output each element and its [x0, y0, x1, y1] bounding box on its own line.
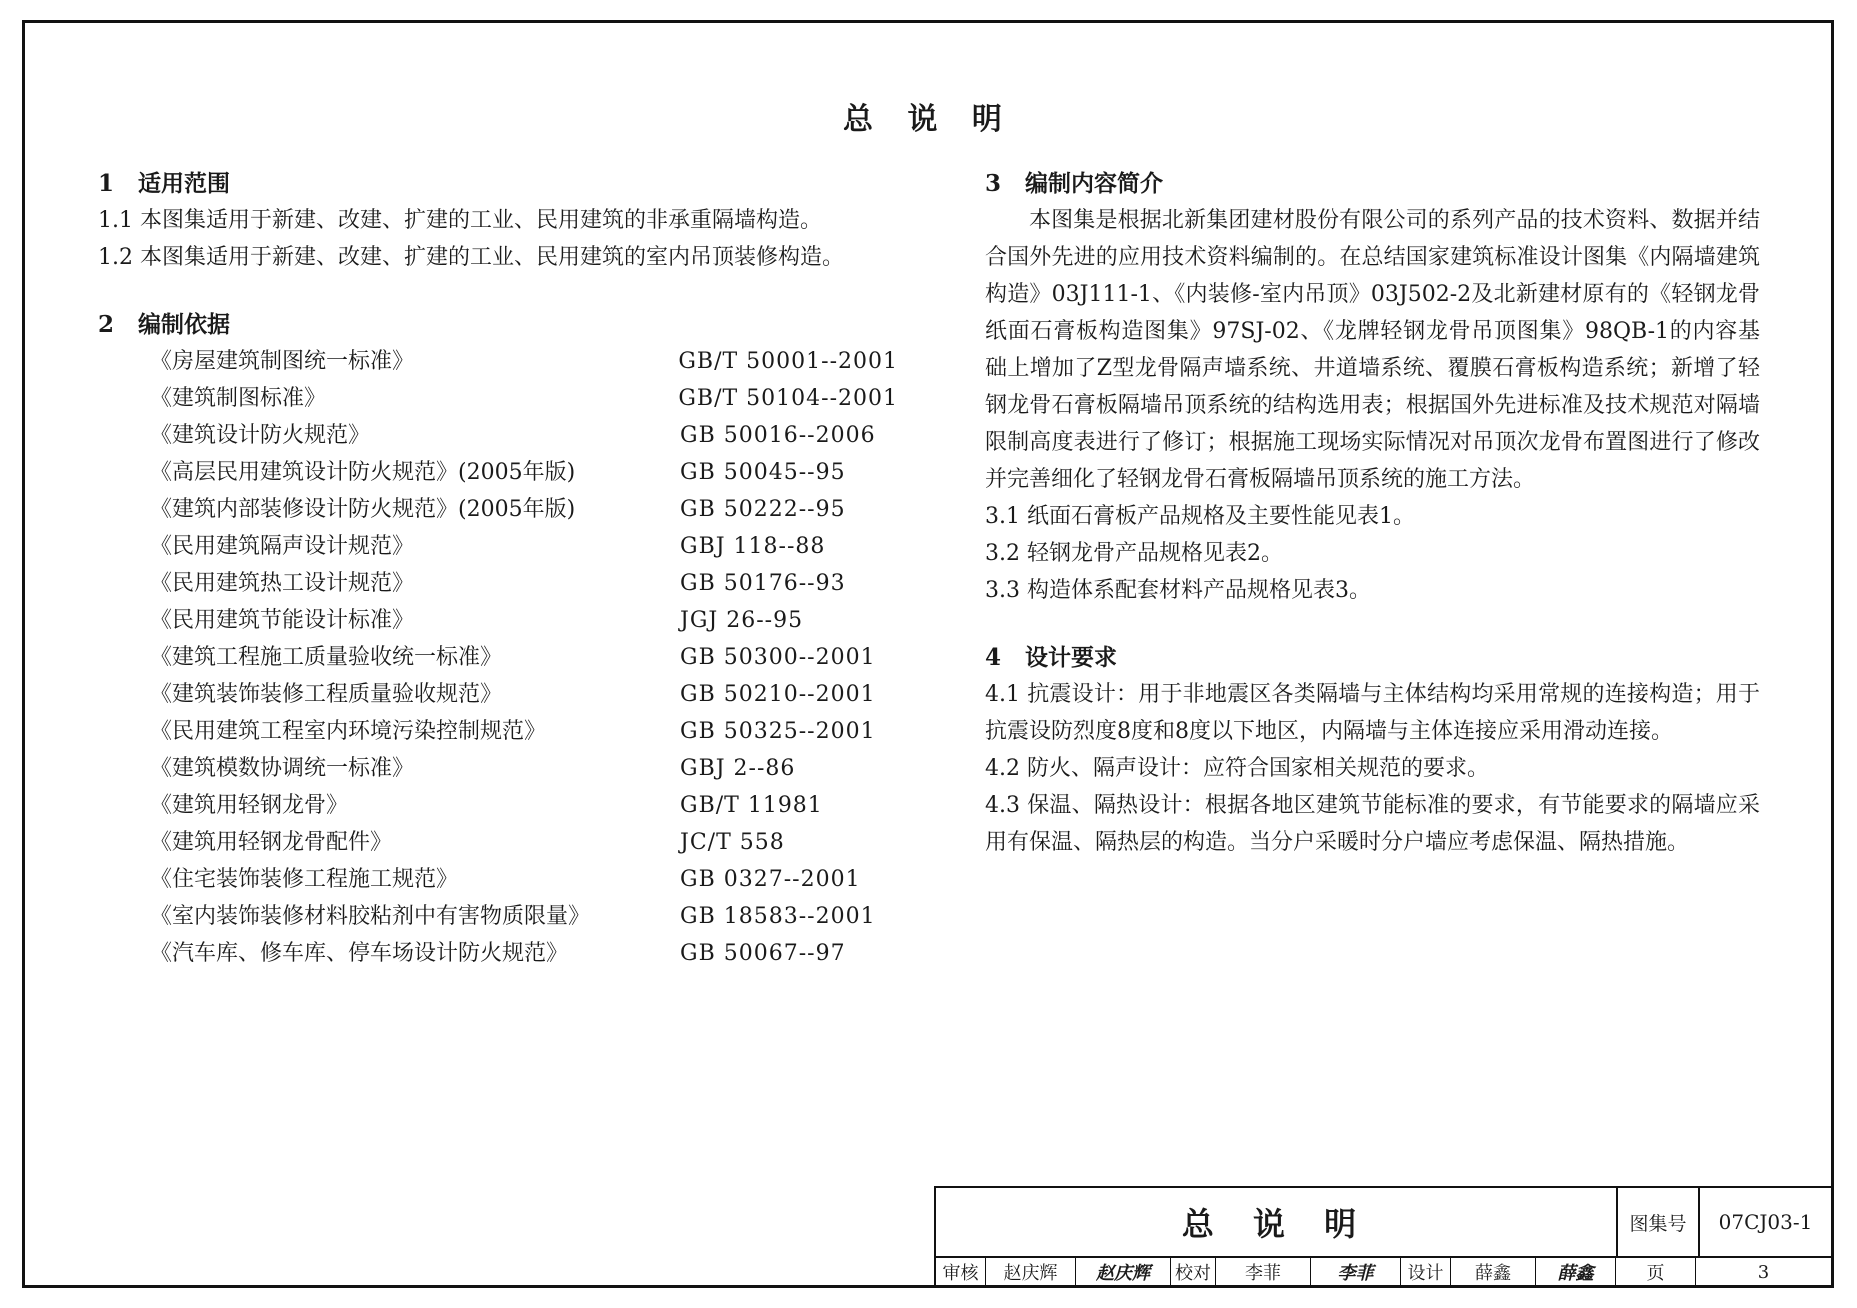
standard-code: GB 18583--2001 — [680, 904, 876, 929]
standard-name: 《建筑制图标准》 — [150, 386, 327, 411]
title-block — [934, 1186, 1831, 1286]
standard-row — [98, 935, 898, 972]
standard-name: 《室内装饰装修材料胶粘剂中有害物质限量》 — [150, 904, 591, 929]
page-title: 总 说 明 — [843, 102, 1014, 137]
standard-code: GB 50016--2006 — [680, 423, 876, 448]
section-title: 适用范围 — [138, 170, 230, 197]
standard-code: JGJ 26--95 — [680, 608, 804, 633]
standard-code: GB 50176--93 — [680, 571, 846, 596]
standard-code: GBJ 118--88 — [680, 534, 826, 559]
standard-name: 《汽车库、修车库、停车场设计防火规范》 — [150, 941, 569, 966]
check-label: 校对 — [1171, 1256, 1216, 1288]
standard-name: 《建筑装饰装修工程质量验收规范》 — [150, 682, 503, 707]
standard-name: 《建筑工程施工质量验收统一标准》 — [150, 645, 503, 670]
right-column — [985, 165, 1760, 861]
standard-name: 《房屋建筑制图统一标准》 — [150, 349, 415, 374]
designer-name: 薛鑫 — [1451, 1256, 1536, 1288]
section-title: 编制依据 — [138, 311, 230, 338]
section-1-para-1: 1.1 本图集适用于新建、改建、扩建的工业、民用建筑的非承重隔墙构造。 — [98, 208, 822, 233]
standard-row — [98, 491, 898, 528]
standard-name: 《建筑内部装修设计防火规范》(2005年版) — [150, 497, 576, 522]
standard-name: 《建筑设计防火规范》 — [150, 423, 371, 448]
left-column — [98, 165, 898, 972]
reviewer-name: 赵庆辉 — [986, 1256, 1076, 1288]
standard-code: GB 50067--97 — [680, 941, 846, 966]
section-3-para-1: 3.1 纸面石膏板产品规格及主要性能见表1。 — [985, 504, 1415, 529]
standard-row — [98, 380, 898, 417]
standard-code: GB 50300--2001 — [680, 645, 876, 670]
standards-list — [98, 343, 898, 972]
section-4-para-1: 4.1 抗震设计：用于非地震区各类隔墙与主体结构均采用常规的连接构造；用于抗震设防烈度8度和8度以下地区，内隔墙与主体连接应采用滑动连接。 — [985, 682, 1760, 744]
standard-name: 《民用建筑工程室内环境污染控制规范》 — [150, 719, 547, 744]
section-title: 编制内容简介 — [1025, 170, 1163, 197]
checker-signature: 李菲 — [1311, 1256, 1401, 1288]
standard-code: GB 50045--95 — [680, 460, 846, 485]
standard-row — [98, 528, 898, 565]
standard-code: GB 50222--95 — [680, 497, 846, 522]
section-3-heading — [985, 165, 1760, 202]
standard-row — [98, 565, 898, 602]
standard-row — [98, 861, 898, 898]
standard-name: 《高层民用建筑设计防火规范》(2005年版) — [150, 460, 576, 485]
section-title: 设计要求 — [1025, 644, 1117, 671]
standard-name: 《民用建筑节能设计标准》 — [150, 608, 415, 633]
design-label: 设计 — [1401, 1256, 1451, 1288]
standard-row — [98, 750, 898, 787]
section-number: 3 — [985, 170, 1002, 197]
section-3-para-2: 3.2 轻钢龙骨产品规格见表2。 — [985, 541, 1283, 566]
standard-row — [98, 713, 898, 750]
standard-name: 《住宅装饰装修工程施工规范》 — [150, 867, 459, 892]
section-3-intro: 本图集是根据北新集团建材股份有限公司的系列产品的技术资料、数据并结合国外先进的应用技术资料编制的。在总结国家建筑标准设计图集《内隔墙建筑构造》03J111-1、《内装修-室内吊顶》03J502-2及北新建材原有的《轻钢龙骨纸面石膏板构造图集》97SJ-02、《龙牌轻钢龙骨吊顶图集》98QB-1的内容基础上增加了Z型龙骨隔声墙系统、井道墙系统、覆膜石膏板构造系统；新增了轻钢龙骨石膏板隔墙吊顶系统的结构选用表；根据国外先进标准及技术规范对隔墙限制高度表进行了修订；根据施工现场实际情况对吊顶次龙骨布置图进行了修改并完善细化了轻钢龙骨石膏板隔墙吊顶系统的施工方法。 — [985, 208, 1761, 492]
standard-row — [98, 417, 898, 454]
standard-name: 《民用建筑隔声设计规范》 — [150, 534, 415, 559]
standard-row — [98, 454, 898, 491]
atlas-number: 07CJ03-1 — [1718, 1210, 1813, 1234]
standard-code: GB 50210--2001 — [680, 682, 876, 707]
section-number: 2 — [98, 311, 115, 338]
section-2-heading — [98, 306, 898, 343]
standard-row — [98, 898, 898, 935]
page-number: 3 — [1757, 1261, 1770, 1283]
standard-name: 《建筑模数协调统一标准》 — [150, 756, 415, 781]
standard-code: GB/T 50001--2001 — [678, 349, 898, 374]
standard-code: GB/T 11981 — [680, 793, 823, 818]
standard-code: GB 50325--2001 — [680, 719, 876, 744]
standard-row — [98, 602, 898, 639]
standard-row — [98, 824, 898, 861]
section-1-para-2: 1.2 本图集适用于新建、改建、扩建的工业、民用建筑的室内吊顶装修构造。 — [98, 245, 844, 270]
page-label: 页 — [1616, 1256, 1696, 1288]
atlas-number-label: 图集号 — [1618, 1188, 1700, 1256]
checker-name: 李菲 — [1216, 1256, 1311, 1288]
standard-code: JC/T 558 — [680, 830, 785, 855]
section-3-para-3: 3.3 构造体系配套材料产品规格见表3。 — [985, 578, 1371, 603]
standard-row — [98, 787, 898, 824]
section-1-heading — [98, 165, 898, 202]
standard-name: 《民用建筑热工设计规范》 — [150, 571, 415, 596]
section-4-para-2: 4.2 防火、隔声设计：应符合国家相关规范的要求。 — [985, 756, 1489, 781]
reviewer-signature: 赵庆辉 — [1076, 1256, 1171, 1288]
designer-signature: 薛鑫 — [1536, 1256, 1616, 1288]
standard-name: 《建筑用轻钢龙骨》 — [150, 793, 349, 818]
section-number: 4 — [985, 644, 1002, 671]
standard-code: GB/T 50104--2001 — [678, 386, 898, 411]
standard-name: 《建筑用轻钢龙骨配件》 — [150, 830, 393, 855]
review-label: 审核 — [936, 1256, 986, 1288]
standard-code: GB 0327--2001 — [680, 867, 861, 892]
standard-code: GBJ 2--86 — [680, 756, 796, 781]
section-4-heading — [985, 639, 1760, 676]
section-number: 1 — [98, 170, 115, 197]
section-4-para-3: 4.3 保温、隔热设计：根据各地区建筑节能标准的要求，有节能要求的隔墙应采用有保温、隔热层的构造。当分户采暖时分户墙应考虑保温、隔热措施。 — [985, 793, 1760, 855]
standard-row — [98, 676, 898, 713]
standard-row — [98, 343, 898, 380]
standard-row — [98, 639, 898, 676]
title-block-title: 总 说 明 — [936, 1188, 1618, 1256]
